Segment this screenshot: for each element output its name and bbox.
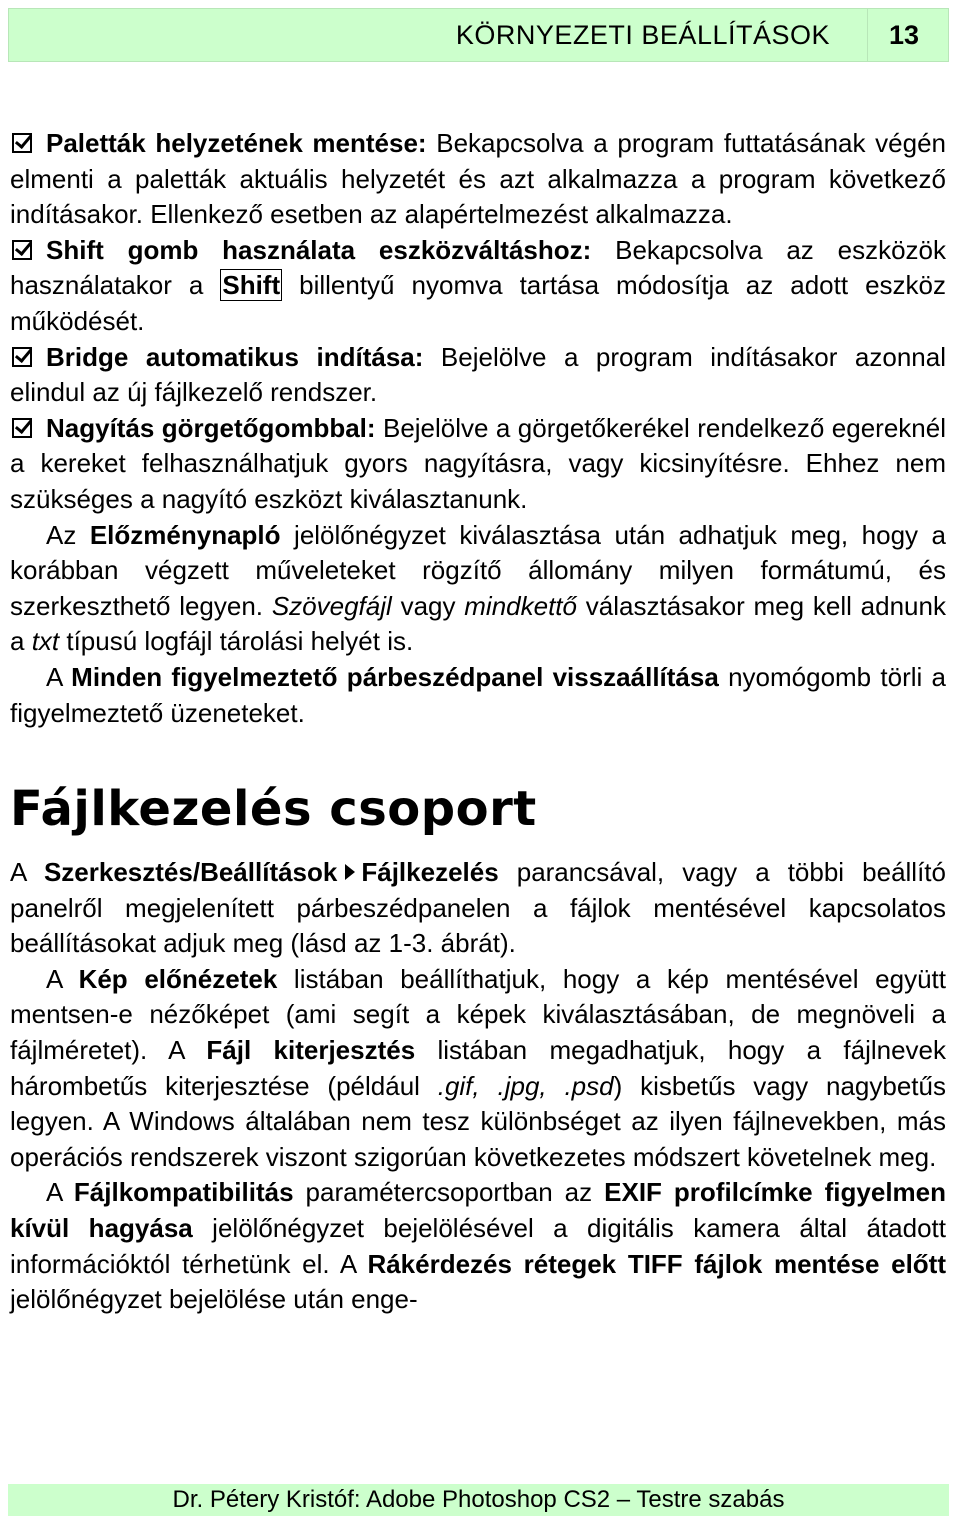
section-title: Fájlkezelés csoport [10,781,537,838]
text-run: választásakor meg kell adnunk a [10,590,946,657]
text-run: ) kisbetűs vagy nagybetűs legyen. A Windows általában nem tesz különbséget az ilyen fájlnevekben, más operációs rendszerek viszont szigorúan következetes módszert követelnek meg. [10,1070,946,1172]
option-text: billentyű nyomva tartása módosítja az adott eszköz működését. [10,270,946,336]
term-italic: .gif, [437,1070,480,1101]
term-italic: .jpg, [497,1070,547,1101]
term: Fájl kiterjesztés [206,1035,416,1066]
text-run [480,1071,498,1101]
option-text: Bejelölve a program indításakor azonnal elindul az új fájlkezelő rendszer. [10,341,947,408]
term-italic: mindkettő [464,590,577,621]
paragraph-file-handling-intro [10,855,946,962]
text-run: A [46,661,72,692]
page-footer [8,1484,949,1516]
checkbox-checked-icon [12,133,32,153]
option-palette-positions [10,126,946,233]
paragraph-history-log [10,518,946,660]
checkbox-checked-icon [12,418,32,438]
option-shift-key [10,233,946,340]
option-label: Bridge automatikus indítása: [46,341,424,372]
text-run: típusú logfájl tárolási helyét is. [59,626,414,657]
text-run: jelölőnégyzet bejelölésével a digitális kamera által átadott információktól térhetünk el. A [10,1213,946,1279]
text-run: A [46,963,79,994]
term-italic: txt [31,626,60,657]
text-run: parancsával, vagy a többi beállító panelről megjelenített párbeszédpanelen a fájlok mentésével kapcsolatos beállításokat adjuk meg (lásd az 1-3. ábrát). [10,857,946,959]
page-body [10,126,946,1318]
option-bridge-autostart [10,340,946,411]
paragraph-file-compatibility [10,1175,946,1317]
option-label: Paletták helyzetének mentése: [46,128,427,158]
text-run: vagy [391,590,465,621]
term-italic: Szövegfájl [271,590,392,621]
menu-arrow-icon [345,864,355,880]
text-run: jelölőnégyzet bejelölése után enge- [10,1284,418,1315]
option-label: Nagyítás görgetőgombbal: [46,412,376,443]
paragraph-image-previews [10,962,946,1176]
text-run: A [46,1177,74,1208]
term: Rákérdezés rétegek TIFF fájlok mentése előtt [367,1248,947,1279]
menu-path: Szerkesztés/Beállítások [43,857,338,888]
text-run: paramétercsoportban az [293,1177,605,1208]
term: Előzménynapló [89,519,281,550]
text-run [547,1071,565,1101]
page-number: 13 [888,20,920,50]
menu-path: Fájlkezelés [361,857,499,888]
term: EXIF profilcímke figyelmen kívül hagyása [10,1177,947,1244]
text-run: nyomógomb törli a figyelmeztető üzeneteket. [10,661,947,728]
option-label: Shift gomb használata eszközváltáshoz: [46,234,592,265]
term: Kép előnézetek [78,963,278,994]
chapter-title: KÖRNYEZETI BEÁLLÍTÁSOK [455,20,830,50]
option-text: Bekapcsolva a program futtatásának végén elmenti a paletták aktuális helyzetét és azt alkalmazza a program következő indításakor. Ellenkező esetben az alapértelmezést alkalmazza. [10,128,946,230]
text-run: listában megadhatjuk, hogy a fájlnevek hárombetűs kiterjesztése (például [10,1035,947,1101]
term: Fájlkompatibilitás [73,1177,294,1208]
option-scroll-zoom [10,411,946,518]
text-run: Az [46,519,90,550]
text-run: A [10,857,44,888]
page-header [8,8,949,62]
option-text: Bekapcsolva az eszközök használatakor a [10,234,946,301]
term: Minden figyelmeztető párbeszédpanel visszaállítása [71,661,719,692]
text-run: listában beállíthatjuk, hogy a kép mentésével együtt mentsen-e nézőképet (ami segít a képek kiválasztásában, de megnöveli a fájlméretet). A [10,963,946,1066]
footer-text: Dr. Pétery Kristóf: Adobe Photoshop CS2 – Testre szabás [172,1486,785,1513]
option-text: Bejelölve a görgetőkerékel rendelkező egereknél a kereket felhasználhatjuk gyors nagyításra, vagy kicsinyítésre. Ehhez nem szükséges a nagyító eszközt kiválasztanunk. [10,412,946,514]
checkbox-checked-icon [12,240,32,260]
paragraph-reset-warnings [10,660,946,731]
term-italic: .psd [564,1070,614,1101]
checkbox-checked-icon [12,347,32,367]
text-run: jelölőnégyzet kiválasztása után adhatjuk meg, hogy a korábban végzett műveleteket rögzítő állomány milyen formátumú, és szerkeszthető legyen. [10,519,946,621]
shift-key-box: Shift [222,270,281,301]
